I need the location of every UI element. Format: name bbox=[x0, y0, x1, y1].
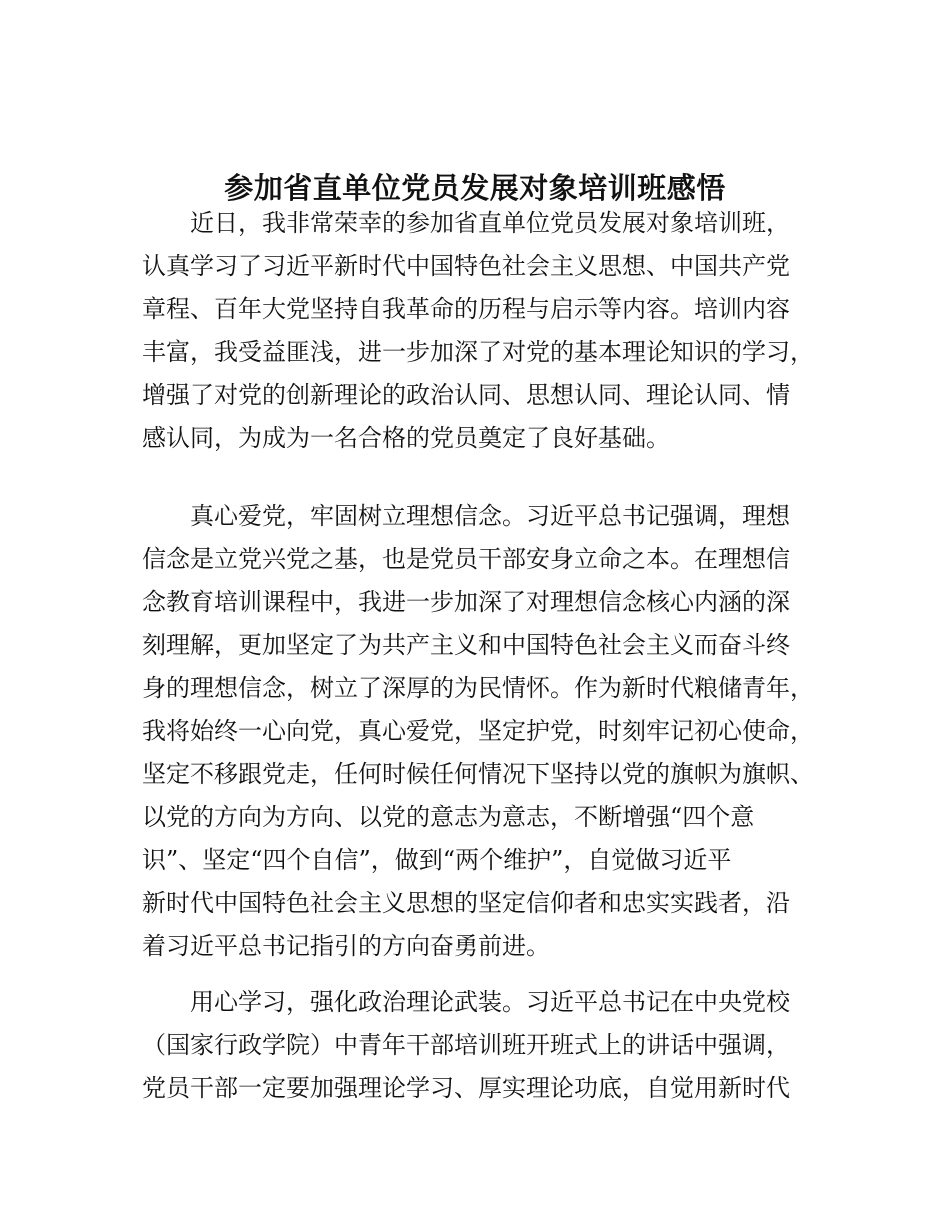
paragraph-line: 章程、百年大党坚持自我革命的历程与启示等内容。培训内容 bbox=[142, 295, 790, 323]
paragraph-3 bbox=[142, 981, 810, 1110]
paragraph-line: 识”、坚定“四个自信”，做到“两个维护”，自觉做习近平 bbox=[142, 846, 732, 874]
paragraph-line: （国家行政学院）中青年干部培训班开班式上的讲话中强调， bbox=[142, 1031, 790, 1059]
document-title: 参加省直单位党员发展对象培训班感悟 bbox=[224, 171, 726, 205]
paragraph-line: 认真学习了习近平新时代中国特色社会主义思想、中国共产党 bbox=[142, 252, 790, 280]
paragraph-line: 丰富，我受益匪浅，进一步加深了对党的基本理论知识的学习， bbox=[142, 338, 814, 366]
paragraph-line: 坚定不移跟党走，任何时候任何情况下坚持以党的旗帜为旗帜、 bbox=[142, 760, 814, 788]
paragraph-line: 念教育培训课程中，我进一步加深了对理想信念核心内涵的深 bbox=[142, 588, 790, 616]
paragraph-line: 我将始终一心向党，真心爱党，坚定护党，时刻牢记初心使命， bbox=[142, 717, 814, 745]
paragraph-line: 增强了对党的创新理论的政治认同、思想认同、理论认同、情 bbox=[142, 381, 790, 409]
paragraph-line: 着习近平总书记指引的方向奋勇前进。 bbox=[142, 932, 550, 960]
paragraph-line: 身的理想信念，树立了深厚的为民情怀。作为新时代粮储青年， bbox=[142, 674, 814, 702]
paragraph-line: 党员干部一定要加强理论学习、厚实理论功底，自觉用新时代 bbox=[142, 1074, 790, 1102]
paragraph-line: 真心爱党，牢固树立理想信念。习近平总书记强调，理想 bbox=[190, 502, 790, 530]
paragraph-line: 信念是立党兴党之基，也是党员干部安身立命之本。在理想信 bbox=[142, 545, 790, 573]
paragraph-line: 新时代中国特色社会主义思想的坚定信仰者和忠实实践者，沿 bbox=[142, 889, 790, 917]
paragraph-2 bbox=[142, 495, 814, 968]
paragraph-1 bbox=[142, 202, 814, 460]
paragraph-line: 用心学习，强化政治理论武装。习近平总书记在中央党校 bbox=[190, 988, 790, 1016]
paragraph-line: 近日，我非常荣幸的参加省直单位党员发展对象培训班， bbox=[190, 209, 790, 237]
paragraph-line: 感认同，为成为一名合格的党员奠定了良好基础。 bbox=[142, 424, 670, 452]
paragraph-line: 以党的方向为方向、以党的意志为意志，不断增强“四个意 bbox=[142, 803, 755, 831]
paragraph-line: 刻理解，更加坚定了为共产主义和中国特色社会主义而奋斗终 bbox=[142, 631, 790, 659]
